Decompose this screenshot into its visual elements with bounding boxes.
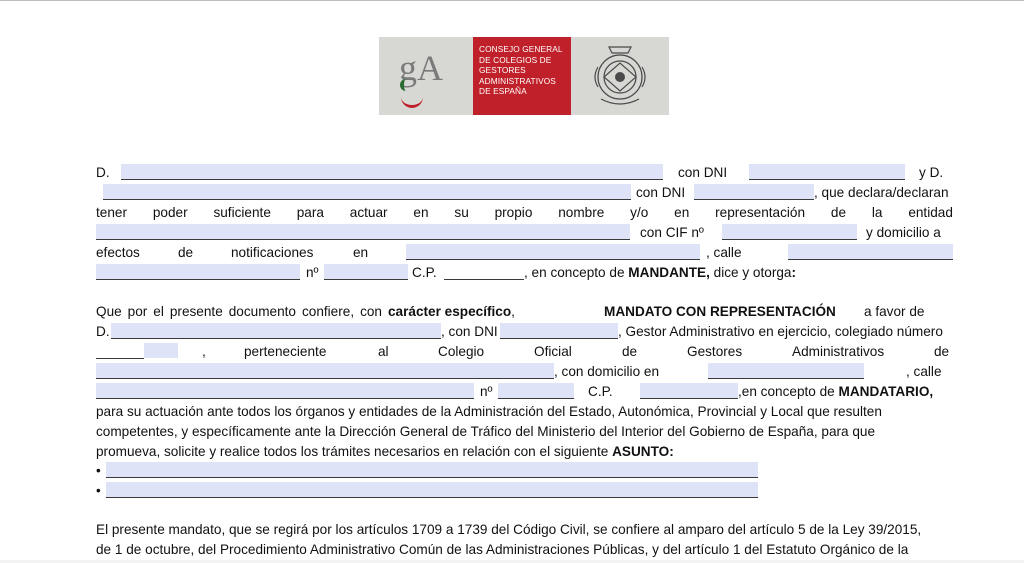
- word: su: [454, 205, 469, 220]
- word: nombre: [558, 205, 605, 220]
- que-por-text: Que por el presente documento confiere, con: [96, 304, 388, 319]
- asunto-field-1[interactable]: [106, 462, 758, 478]
- domicilio-field[interactable]: [708, 363, 864, 379]
- de-1-octubre-line: de 1 de octubre, del Procedimiento Administrativo Común de las Administraciones Públicas, y del artículo 1 del Estatuto Orgánico de la: [96, 542, 909, 557]
- con-dni-label: con DNI: [678, 165, 728, 180]
- word: Colegio: [438, 344, 485, 359]
- cp-field[interactable]: [444, 264, 524, 280]
- second-mandante-name-field[interactable]: [103, 184, 631, 200]
- mandato-title: MANDATO CON REPRESENTACIÓN: [604, 304, 836, 319]
- word: entidad: [908, 205, 953, 220]
- leaf-icon: [400, 79, 414, 91]
- form-line-2: [96, 184, 953, 202]
- word: tener: [96, 205, 127, 220]
- word: notificaciones: [231, 245, 314, 260]
- colegiado-number-field-2[interactable]: [144, 343, 178, 358]
- word: perteneciente: [244, 344, 327, 359]
- numero-field[interactable]: [324, 264, 408, 280]
- word: Gestores: [687, 344, 743, 359]
- word: la: [871, 205, 883, 220]
- word: y/o: [630, 205, 649, 220]
- asunto-item-1: [96, 462, 953, 480]
- word: suficiente: [213, 205, 271, 220]
- asunto-item-2: [96, 482, 953, 500]
- mandante-concept: , en concepto de MANDANTE, dice y otorga:: [524, 265, 796, 280]
- form-line-11: [96, 383, 953, 401]
- org-line: ADMINISTRATIVOS: [479, 75, 556, 86]
- word: para: [296, 205, 324, 220]
- calle-label: , calle: [706, 245, 742, 260]
- second-mandante-dni-field[interactable]: [694, 184, 814, 200]
- cif-field[interactable]: [722, 224, 857, 240]
- org-line: GESTORES: [479, 65, 526, 76]
- mandante-name-field[interactable]: [121, 164, 663, 180]
- mandatario-concept: ,en concepto de MANDATARIO,: [738, 384, 934, 399]
- form-line-6: [96, 264, 953, 282]
- form-line-3: [96, 204, 953, 222]
- form-line-1: [96, 164, 953, 182]
- calle-field[interactable]: [788, 244, 953, 260]
- con-dni-label-2: con DNI: [636, 185, 686, 200]
- d-label: D.: [96, 165, 110, 180]
- form-line-7: Que por el presente documento confiere, con carácter específico, MANDATO CON REPRESENTACIÓN a favor de: [96, 304, 925, 319]
- seal-emblem-icon: [571, 37, 669, 115]
- word: poder: [152, 205, 188, 220]
- form-line-10: [96, 363, 953, 381]
- con-cif-label: con CIF nº: [640, 225, 704, 240]
- numero2-label: nº: [480, 384, 493, 399]
- word: de: [934, 344, 950, 359]
- calle2-label: , calle: [906, 364, 942, 379]
- org-line: DE COLEGIOS DE: [479, 54, 552, 65]
- colegiado-number-field[interactable]: [96, 343, 144, 359]
- bullet: •: [96, 463, 101, 478]
- asunto-field-2[interactable]: [106, 482, 758, 498]
- monogram-text: gA: [399, 48, 443, 88]
- word: en: [413, 205, 429, 220]
- form-line-9: , perteneciente al Colegio Oficial de Gestores Administrativos de: [96, 343, 953, 361]
- presente-line: El presente mandato, que se regirá por los artículos 1709 a 1739 del Código Civil, se confiere al amparo del artículo 5 de la Ley 39/2015,: [96, 522, 922, 537]
- word: en: [674, 205, 690, 220]
- word: Administrativos: [792, 344, 885, 359]
- word: de: [178, 245, 194, 260]
- bullet: •: [96, 483, 101, 498]
- numero-label: nº: [306, 265, 319, 280]
- word: efectos: [96, 245, 140, 260]
- cp2-field[interactable]: [640, 383, 738, 399]
- entidad-name-field[interactable]: [96, 224, 630, 240]
- word: Oficial: [534, 344, 572, 359]
- mandatario-dni-field[interactable]: [500, 323, 618, 339]
- org-line: CONSEJO GENERAL: [479, 44, 563, 54]
- word: representación: [715, 205, 806, 220]
- word: en: [353, 245, 369, 260]
- mandatario-name-field[interactable]: [111, 323, 441, 339]
- ga-monogram-logo: [379, 37, 473, 115]
- mandante-dni-field[interactable]: [749, 164, 905, 180]
- y-domicilio-label: y domicilio a: [866, 225, 941, 240]
- y-d-label: y D.: [919, 165, 944, 180]
- que-declara-text: , que declara/declaran: [814, 185, 949, 200]
- asunto-label: ASUNTO:: [612, 444, 674, 459]
- word: de: [830, 205, 847, 220]
- con-dni2-label: , con DNI: [441, 324, 498, 339]
- numero2-field[interactable]: [498, 383, 574, 399]
- con-domicilio-label: , con domicilio en: [554, 364, 660, 379]
- colegio-field[interactable]: [96, 363, 554, 379]
- top-border: [0, 0, 1024, 1]
- notificaciones-field[interactable]: [406, 244, 700, 260]
- word: actuar: [349, 205, 388, 220]
- org-name-block: [473, 37, 571, 115]
- cp2-label: C.P.: [588, 384, 613, 399]
- cp-label: C.P.: [412, 265, 437, 280]
- para-su-line: para su actuación ante todos los órganos y entidades de la Administración del Estado, Autonómica, Provincial y Local que resulten: [96, 404, 882, 419]
- organization-logo: [379, 37, 669, 115]
- org-line: DE ESPAÑA: [479, 86, 527, 97]
- calle-continued-field[interactable]: [96, 264, 300, 280]
- word: propio: [494, 205, 533, 220]
- swoosh-icon: [401, 91, 423, 108]
- gestor-text: , Gestor Administrativo en ejercicio, colegiado número: [618, 324, 943, 339]
- competentes-line: competentes, y específicamente ante la Dirección General de Tráfico del Ministerio del Interior del Gobierno de España, para que: [96, 424, 876, 439]
- word: al: [378, 344, 389, 359]
- form-line-4: [96, 224, 953, 242]
- calle2-field[interactable]: [96, 383, 474, 399]
- caracter-especifico: carácter específico: [387, 304, 512, 319]
- promueva-line: promueva, solicite y realice todos los trámites necesarios en relación con el siguiente ASUNTO:: [96, 444, 674, 459]
- form-line-5: [96, 244, 953, 262]
- d2-label: D.: [96, 324, 110, 339]
- word: de: [622, 344, 638, 359]
- form-line-8: [96, 323, 953, 341]
- a-favor-text: a favor de: [864, 304, 925, 319]
